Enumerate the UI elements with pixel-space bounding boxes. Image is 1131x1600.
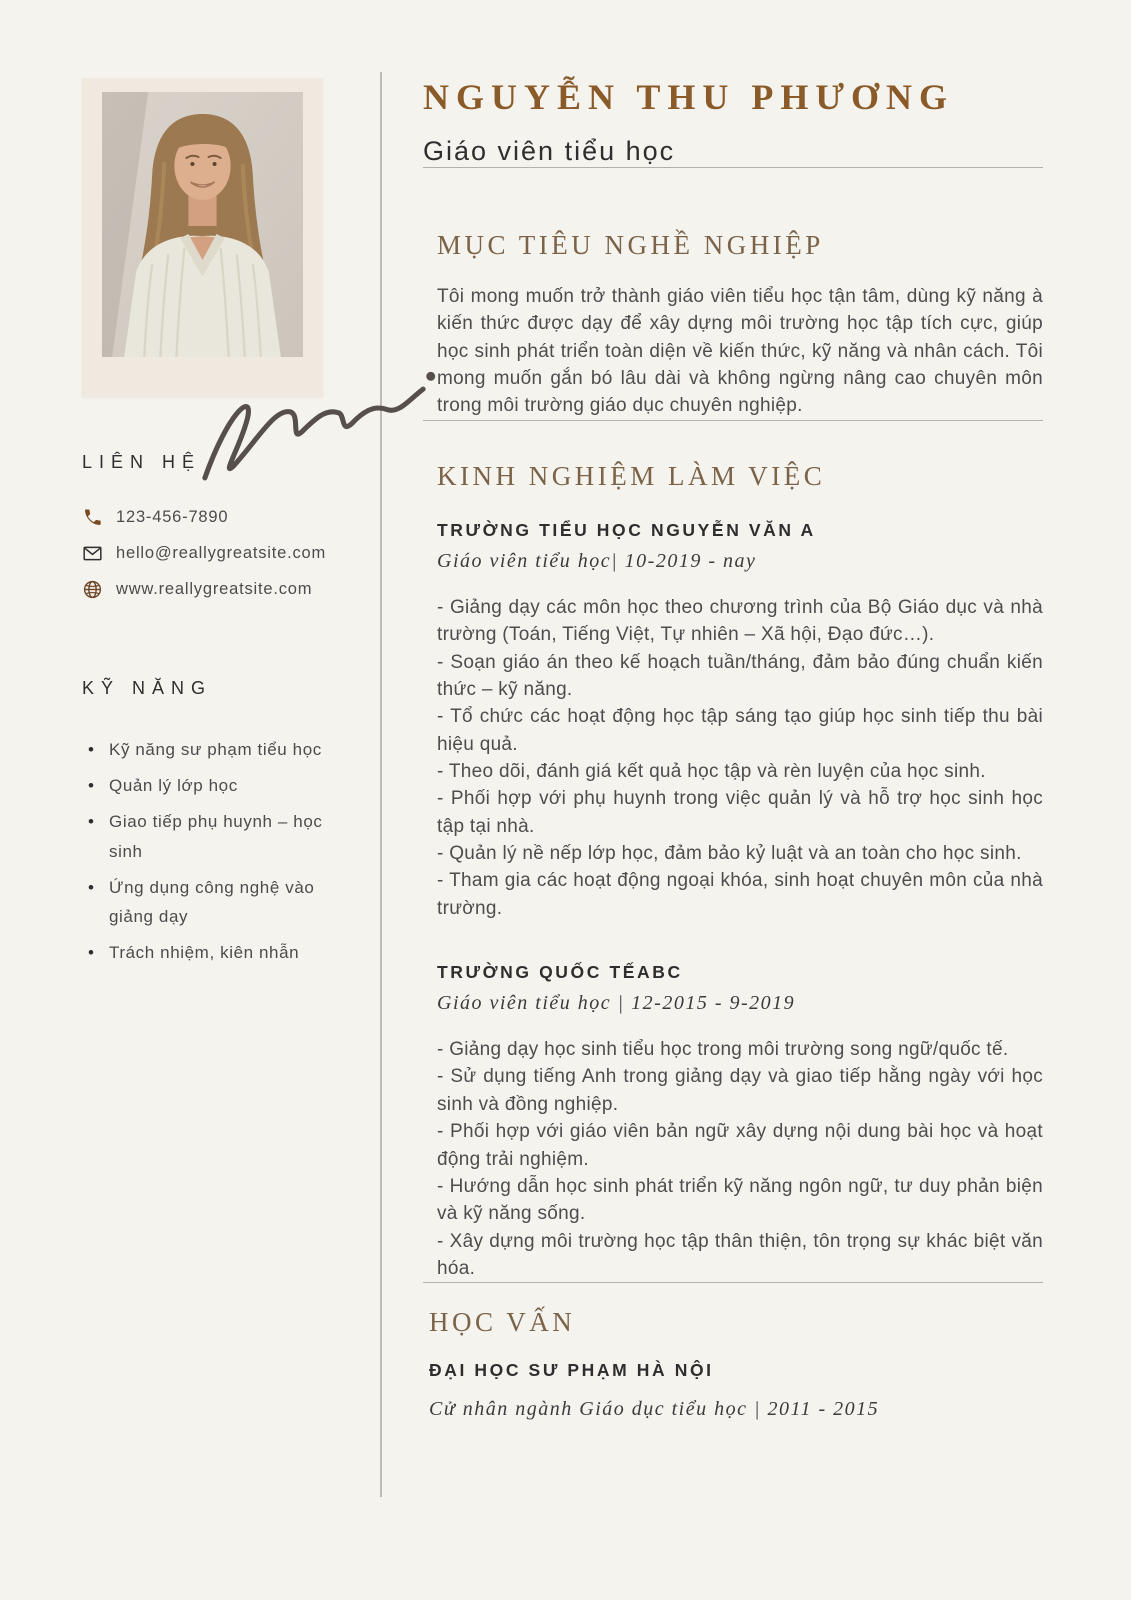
- job-bullet: - Phối hợp với phụ huynh trong việc quản lý và hỗ trợ học sinh học tập tại nhà.: [437, 788, 1043, 837]
- sidebar: [0, 0, 380, 1600]
- contact-list: [82, 507, 352, 600]
- contact-section: [82, 452, 352, 600]
- main-content: [423, 0, 1043, 1421]
- education-heading: HỌC VẤN: [429, 1307, 576, 1338]
- job-meta: Giáo viên tiểu học| 10-2019 - nay: [437, 549, 757, 572]
- objective-section: [423, 230, 1043, 420]
- envelope-icon: [82, 543, 103, 564]
- header-divider: [423, 167, 1043, 168]
- job-bullet: - Soạn giáo án theo kế hoạch tuần/tháng, đảm bảo đúng chuẩn kiến thức – kỹ năng.: [437, 651, 1043, 700]
- job-bullet-list: [437, 594, 1043, 922]
- job-bullet: - Tổ chức các hoạt động học tập sáng tạo giúp học sinh tiếp thu bài hiệu quả.: [437, 706, 1043, 755]
- vertical-divider: [380, 72, 382, 1497]
- experience-heading: KINH NGHIỆM LÀM VIỆC: [437, 460, 826, 491]
- phone-value: 123-456-7890: [116, 508, 229, 526]
- profile-photo: [102, 92, 303, 357]
- job-bullet: - Phối hợp với giáo viên bản ngữ xây dựng nội dung bài học và hoạt động trải nghiệm.: [437, 1121, 1043, 1170]
- job-bullet: - Quản lý nề nếp lớp học, đảm bảo kỷ luật và an toàn cho học sinh.: [437, 843, 1022, 865]
- education-section: [423, 1307, 1043, 1421]
- job-bullet: - Tham gia các hoạt động ngoại khóa, sinh hoạt chuyên môn của nhà trường.: [437, 870, 1043, 919]
- experience-job-2: [437, 962, 1043, 1282]
- person-name: NGUYỄN THU PHƯƠNG: [423, 77, 955, 117]
- education-meta: Cử nhân ngành Giáo dục tiểu học | 2011 - 2015: [429, 1398, 880, 1421]
- job-bullet: - Sử dụng tiếng Anh trong giảng dạy và giao tiếp hằng ngày với học sinh và đồng nghiệp.: [437, 1066, 1043, 1115]
- experience-job-1: [437, 520, 1043, 922]
- contact-website-row: [82, 579, 352, 600]
- objective-heading: MỤC TIÊU NGHỀ NGHIỆP: [437, 230, 824, 260]
- skill-item: • Trách nhiệm, kiên nhẫn: [82, 938, 352, 967]
- job-bullet: - Giảng dạy học sinh tiểu học trong môi trường song ngữ/quốc tế.: [437, 1039, 1009, 1061]
- objective-text: Tôi mong muốn trở thành giáo viên tiểu học tận tâm, dùng kỹ năng à kiến thức được dạy để xây dựng môi trường học tập tích cực, giúp học sinh phát triển toàn diện về kiến thức, kỹ năng và nhân cách. Tôi mong muốn gắn bó lâu dài và không ngừng nâng cao chuyên môn trong môi trường giáo dục chuyên nghiệp.: [437, 286, 1043, 417]
- skill-item: • Quản lý lớp học: [82, 771, 352, 800]
- job-bullet: - Hướng dẫn học sinh phát triển kỹ năng ngôn ngữ, tư duy phản biện và kỹ năng sống.: [437, 1175, 1043, 1225]
- globe-icon: [82, 579, 103, 600]
- contact-email-row: [82, 543, 352, 564]
- education-divider: [423, 1282, 1043, 1283]
- profile-photo-frame: [82, 78, 323, 397]
- education-school: ĐẠI HỌC SƯ PHẠM HÀ NỘI: [429, 1360, 714, 1381]
- objective-divider: [423, 420, 1043, 421]
- job-bullet-list: [437, 1036, 1043, 1282]
- job-meta: Giáo viên tiểu học | 12-2015 - 9-2019: [437, 992, 796, 1015]
- skill-item: • Kỹ năng sư phạm tiểu học: [82, 735, 352, 764]
- person-job-title: Giáo viên tiểu học: [423, 136, 676, 166]
- skills-section: [82, 678, 352, 975]
- skill-item: • Ứng dụng công nghệ vào giảng dạy: [82, 873, 352, 931]
- experience-section: [423, 461, 1043, 1283]
- website-value: www.reallygreatsite.com: [116, 580, 313, 598]
- job-bullet: - Theo dõi, đánh giá kết quả học tập và rèn luyện của học sinh.: [437, 760, 986, 782]
- email-value: hello@reallygreatsite.com: [116, 544, 327, 562]
- job-company: TRƯỜNG TIỂU HỌC NGUYỄN VĂN A: [437, 519, 816, 540]
- job-bullet: - Giảng dạy các môn học theo chương trình của Bộ Giáo dục và nhà trường (Toán, Tiếng Việt, Tự nhiên – Xã hội, Đạo đức…).: [437, 596, 1043, 646]
- portrait-illustration: [102, 92, 303, 357]
- phone-icon: [82, 507, 103, 528]
- job-bullet: - Xây dựng môi trường học tập thân thiện, tôn trọng sự khác biệt văn hóa.: [437, 1230, 1043, 1279]
- skill-item: • Giao tiếp phụ huynh – học sinh: [82, 807, 352, 865]
- skills-list: [82, 735, 352, 968]
- contact-heading: LIÊN HỆ: [82, 452, 202, 472]
- skills-heading: KỸ NĂNG: [82, 678, 213, 698]
- contact-phone-row: [82, 507, 352, 528]
- job-company: TRƯỜNG QUỐC TẾABC: [437, 962, 683, 983]
